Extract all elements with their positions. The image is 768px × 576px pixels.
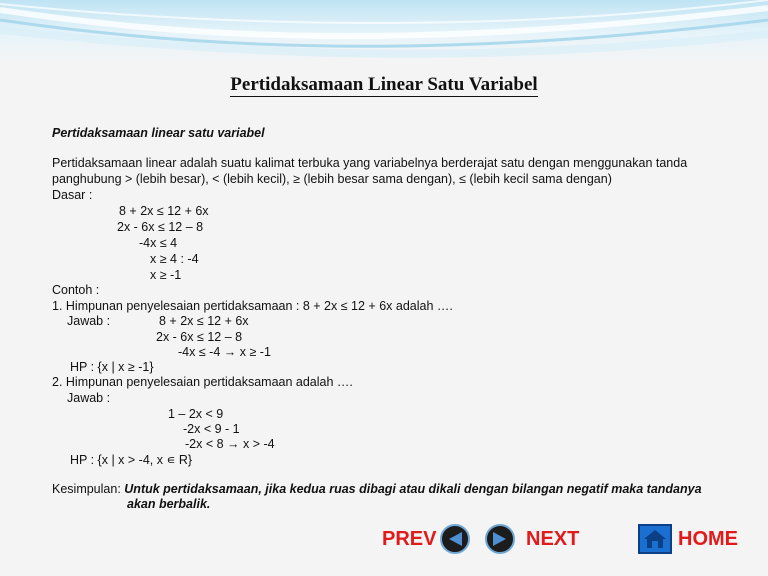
- kesimpulan-label: Kesimpulan:: [52, 482, 121, 496]
- kesimpulan-line-1: [52, 482, 702, 496]
- home-icon: [640, 526, 670, 552]
- header-decoration: [0, 0, 768, 62]
- arrow-left-icon: [442, 526, 468, 552]
- example-1-question: 1. Himpunan penyelesaian pertidaksamaan : 8 + 2x ≤ 12 + 6x adalah ….: [52, 299, 453, 313]
- section-heading: Pertidaksamaan linear satu variabel: [52, 126, 265, 140]
- dasar-step: -4x ≤ 4: [139, 236, 178, 250]
- contoh-label: Contoh :: [52, 283, 100, 297]
- example-2-step: -2x < 8 → x > -4: [185, 437, 275, 451]
- next-label[interactable]: NEXT: [526, 528, 580, 550]
- example-1-step: 2x - 6x ≤ 12 – 8: [156, 330, 243, 344]
- dasar-step: x ≥ 4 : -4: [150, 252, 199, 266]
- page-title: Pertidaksamaan Linear Satu Variabel: [230, 74, 538, 95]
- dasar-label: Dasar :: [52, 188, 93, 202]
- definition-line-1: Pertidaksamaan linear adalah suatu kalimat terbuka yang variabelnya berderajat satu dengan menggunakan tanda: [52, 156, 688, 170]
- arrow-right-icon: [487, 526, 513, 552]
- prev-button[interactable]: [440, 524, 470, 554]
- dasar-step: 8 + 2x ≤ 12 + 6x: [119, 204, 209, 218]
- example-2-question: 2. Himpunan penyelesaian pertidaksamaan adalah ….: [52, 375, 353, 389]
- example-2-step: 1 – 2x < 9: [168, 407, 224, 421]
- example-1-step: 8 + 2x ≤ 12 + 6x: [159, 314, 249, 328]
- example-2-hp: HP : {x | x > -4, x ∊ R}: [70, 453, 193, 467]
- example-1-hp: HP : {x | x ≥ -1}: [70, 360, 154, 374]
- prev-label[interactable]: PREV: [382, 528, 437, 550]
- dasar-step: 2x - 6x ≤ 12 – 8: [117, 220, 204, 234]
- kesimpulan-text: Untuk pertidaksamaan, jika kedua ruas dibagi atau dikali dengan bilangan negatif maka tandanya: [124, 482, 702, 496]
- home-label[interactable]: HOME: [678, 528, 738, 550]
- header-swoosh-graphic: [0, 0, 768, 62]
- example-2-jawab: Jawab :: [67, 391, 111, 405]
- dasar-step: x ≥ -1: [150, 268, 182, 282]
- definition-line-2: panghubung > (lebih besar), < (lebih kecil), ≥ (lebih besar sama dengan), ≤ (lebih kecil sama dengan): [52, 172, 612, 186]
- navigation-bar: [0, 522, 768, 558]
- next-button[interactable]: [485, 524, 515, 554]
- example-1-jawab: Jawab :: [67, 314, 111, 328]
- example-2-step: -2x < 9 - 1: [183, 422, 240, 436]
- kesimpulan-line-2: akan berbalik.: [127, 497, 211, 511]
- home-button[interactable]: [638, 524, 672, 554]
- example-1-step: -4x ≤ -4 → x ≥ -1: [178, 345, 271, 359]
